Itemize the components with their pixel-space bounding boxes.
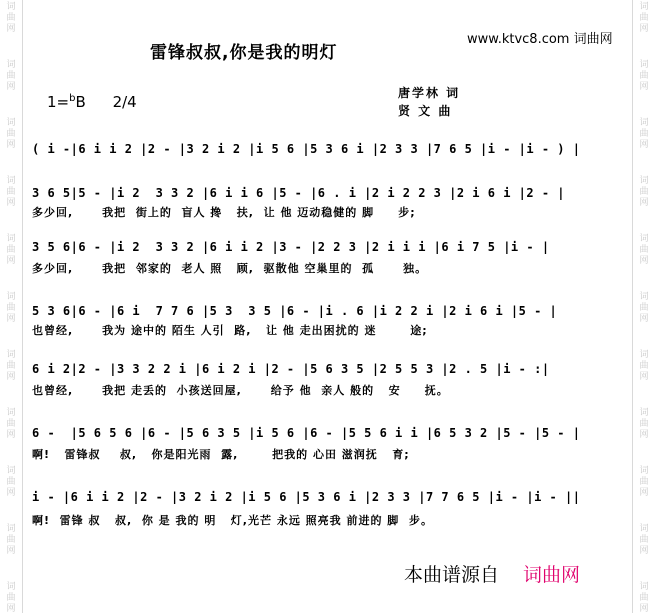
watermark-glyph: 词 bbox=[639, 408, 649, 418]
watermark-glyph: 词 bbox=[639, 2, 649, 12]
notation-row: 6 i 2|2 - |3 3 2 2 i |6 i 2 i |2 - |5 6 3 5 |2 5 5 3 |2 . 5 |i - :| bbox=[32, 362, 550, 376]
watermark-glyph: 网 bbox=[6, 24, 16, 34]
watermark-glyph-group bbox=[0, 292, 22, 325]
watermark-glyph: 网 bbox=[6, 314, 16, 324]
lyric-row: 多少回, 我把 街上的 盲人 搀 扶, 让 他 迈动稳健的 脚 步; bbox=[32, 206, 416, 219]
watermark-glyph: 网 bbox=[6, 198, 16, 208]
watermark-glyph: 词 bbox=[6, 466, 16, 476]
watermark-glyph: 曲 bbox=[639, 535, 649, 545]
notation-row: 5 3 6|6 - |6 i 7 7 6 |5 3 3 5 |6 - |i . 6 |i 2 2 i |2 i 6 i |5 - | bbox=[32, 304, 558, 318]
watermark-glyph: 网 bbox=[639, 372, 649, 382]
watermark-glyph: 曲 bbox=[639, 71, 649, 81]
watermark-glyph: 词 bbox=[639, 176, 649, 186]
watermark-glyph: 词 bbox=[6, 582, 16, 592]
watermark-glyph-group bbox=[633, 2, 655, 35]
notation-row: 6 - |5 6 5 6 |6 - |5 6 3 5 |i 5 6 |6 - |5 5 6 i i |6 5 3 2 |5 - |5 - | bbox=[32, 426, 581, 440]
watermark-glyph: 网 bbox=[639, 24, 649, 34]
left-watermark-column bbox=[0, 0, 23, 613]
lyric-row: 啊! 雷锋 叔 叔, 你 是 我的 明 灯,光芒 永远 照亮我 前进的 脚 步。 bbox=[32, 514, 433, 527]
watermark-glyph: 词 bbox=[6, 234, 16, 244]
lyric-row: 啊! 雷锋叔 叔, 你是阳光雨 露, 把我的 心田 滋润抚 育; bbox=[32, 448, 410, 461]
watermark-glyph: 网 bbox=[639, 256, 649, 266]
watermark-glyph: 网 bbox=[6, 82, 16, 92]
watermark-glyph: 曲 bbox=[6, 419, 16, 429]
watermark-glyph-group bbox=[633, 466, 655, 499]
watermark-glyph: 曲 bbox=[639, 593, 649, 603]
watermark-glyph-group bbox=[633, 60, 655, 93]
watermark-glyph: 词 bbox=[639, 118, 649, 128]
notation-row: ( i -|6 i i 2 |2 - |3 2 i 2 |i 5 6 |5 3 6 i |2 3 3 |7 6 5 |i - |i - ) | bbox=[32, 142, 581, 156]
notation-row: 3 6 5|5 - |i 2 3 3 2 |6 i i 6 |5 - |6 . i |2 i 2 2 3 |2 i 6 i |2 - | bbox=[32, 186, 565, 200]
watermark-glyph: 词 bbox=[639, 234, 649, 244]
watermark-glyph: 曲 bbox=[6, 303, 16, 313]
watermark-glyph: 网 bbox=[639, 604, 649, 614]
watermark-glyph: 词 bbox=[6, 60, 16, 70]
watermark-glyph: 曲 bbox=[6, 361, 16, 371]
watermark-glyph-group bbox=[633, 292, 655, 325]
watermark-glyph: 词 bbox=[639, 60, 649, 70]
site-link[interactable]: www.ktvc8.com 词曲网 bbox=[467, 32, 613, 47]
watermark-glyph-group bbox=[0, 118, 22, 151]
watermark-glyph: 网 bbox=[639, 546, 649, 556]
watermark-glyph-group bbox=[0, 408, 22, 441]
notation-row: 3 5 6|6 - |i 2 3 3 2 |6 i i 2 |3 - |2 2 3 |2 i i i |6 i 7 5 |i - | bbox=[32, 240, 550, 254]
flat-sign: b bbox=[69, 93, 76, 104]
watermark-glyph: 网 bbox=[639, 488, 649, 498]
watermark-glyph: 网 bbox=[639, 314, 649, 324]
watermark-glyph: 网 bbox=[6, 372, 16, 382]
watermark-glyph: 网 bbox=[6, 546, 16, 556]
watermark-glyph: 词 bbox=[6, 524, 16, 534]
right-watermark-column bbox=[632, 0, 655, 613]
watermark-glyph: 词 bbox=[6, 2, 16, 12]
watermark-glyph-group bbox=[0, 582, 22, 615]
watermark-glyph: 词 bbox=[639, 466, 649, 476]
watermark-glyph: 网 bbox=[639, 198, 649, 208]
watermark-glyph: 网 bbox=[6, 430, 16, 440]
watermark-glyph-group bbox=[633, 524, 655, 557]
watermark-glyph: 词 bbox=[639, 292, 649, 302]
watermark-glyph-group bbox=[633, 234, 655, 267]
watermark-glyph-group bbox=[0, 176, 22, 209]
watermark-glyph-group bbox=[0, 60, 22, 93]
watermark-glyph-group bbox=[633, 582, 655, 615]
watermark-glyph: 词 bbox=[639, 582, 649, 592]
time-signature: 2/4 bbox=[112, 93, 137, 111]
watermark-glyph: 网 bbox=[6, 140, 16, 150]
notation-row: i - |6 i i 2 |2 - |3 2 i 2 |i 5 6 |5 3 6 i |2 3 3 |7 7 6 5 |i - |i - || bbox=[32, 490, 581, 504]
composer-credit: 贤 文 曲 bbox=[398, 104, 453, 118]
watermark-glyph: 曲 bbox=[6, 129, 16, 139]
watermark-glyph: 曲 bbox=[639, 13, 649, 23]
lyricist-credit: 唐学林 词 bbox=[398, 86, 461, 100]
key-note: B bbox=[75, 93, 86, 111]
watermark-glyph: 曲 bbox=[6, 187, 16, 197]
watermark-glyph: 曲 bbox=[6, 477, 16, 487]
watermark-glyph-group bbox=[633, 176, 655, 209]
source-text: 本曲谱源自 bbox=[404, 564, 500, 586]
watermark-glyph: 网 bbox=[639, 82, 649, 92]
song-title: 雷锋叔叔,你是我的明灯 bbox=[150, 43, 338, 63]
key-prefix: 1= bbox=[47, 93, 70, 111]
watermark-glyph: 词 bbox=[6, 292, 16, 302]
watermark-glyph: 曲 bbox=[6, 245, 16, 255]
watermark-glyph: 曲 bbox=[6, 71, 16, 81]
watermark-glyph-group bbox=[0, 524, 22, 557]
watermark-glyph: 曲 bbox=[6, 13, 16, 23]
watermark-glyph: 网 bbox=[6, 488, 16, 498]
brand-link[interactable]: 词曲网 bbox=[523, 564, 581, 586]
watermark-glyph: 曲 bbox=[639, 477, 649, 487]
watermark-glyph-group bbox=[633, 350, 655, 383]
watermark-glyph: 曲 bbox=[639, 129, 649, 139]
watermark-glyph: 词 bbox=[639, 524, 649, 534]
watermark-glyph: 曲 bbox=[639, 303, 649, 313]
source-footer bbox=[404, 560, 580, 587]
lyric-row: 也曾经, 我把 走丢的 小孩送回屋, 给予 他 亲人 般的 安 抚。 bbox=[32, 384, 449, 397]
watermark-glyph-group bbox=[0, 350, 22, 383]
watermark-glyph: 网 bbox=[6, 256, 16, 266]
watermark-glyph: 词 bbox=[639, 350, 649, 360]
watermark-glyph-group bbox=[0, 2, 22, 35]
watermark-glyph: 网 bbox=[639, 430, 649, 440]
watermark-glyph: 网 bbox=[6, 604, 16, 614]
watermark-glyph-group bbox=[0, 234, 22, 267]
watermark-glyph: 曲 bbox=[639, 245, 649, 255]
watermark-glyph: 词 bbox=[6, 118, 16, 128]
watermark-glyph: 曲 bbox=[639, 361, 649, 371]
watermark-glyph: 曲 bbox=[639, 187, 649, 197]
watermark-glyph: 词 bbox=[6, 350, 16, 360]
watermark-glyph-group bbox=[633, 118, 655, 151]
watermark-glyph: 曲 bbox=[639, 419, 649, 429]
watermark-glyph: 词 bbox=[6, 408, 16, 418]
watermark-glyph-group bbox=[0, 466, 22, 499]
watermark-glyph: 曲 bbox=[6, 535, 16, 545]
watermark-glyph-group bbox=[633, 408, 655, 441]
key-signature bbox=[47, 93, 137, 111]
lyric-row: 也曾经, 我为 途中的 陌生 人引 路, 让 他 走出困扰的 迷 途; bbox=[32, 324, 428, 337]
lyric-row: 多少回, 我把 邻家的 老人 照 顾, 驱散他 空巢里的 孤 独。 bbox=[32, 262, 428, 275]
watermark-glyph: 曲 bbox=[6, 593, 16, 603]
watermark-glyph: 网 bbox=[639, 140, 649, 150]
watermark-glyph: 词 bbox=[6, 176, 16, 186]
